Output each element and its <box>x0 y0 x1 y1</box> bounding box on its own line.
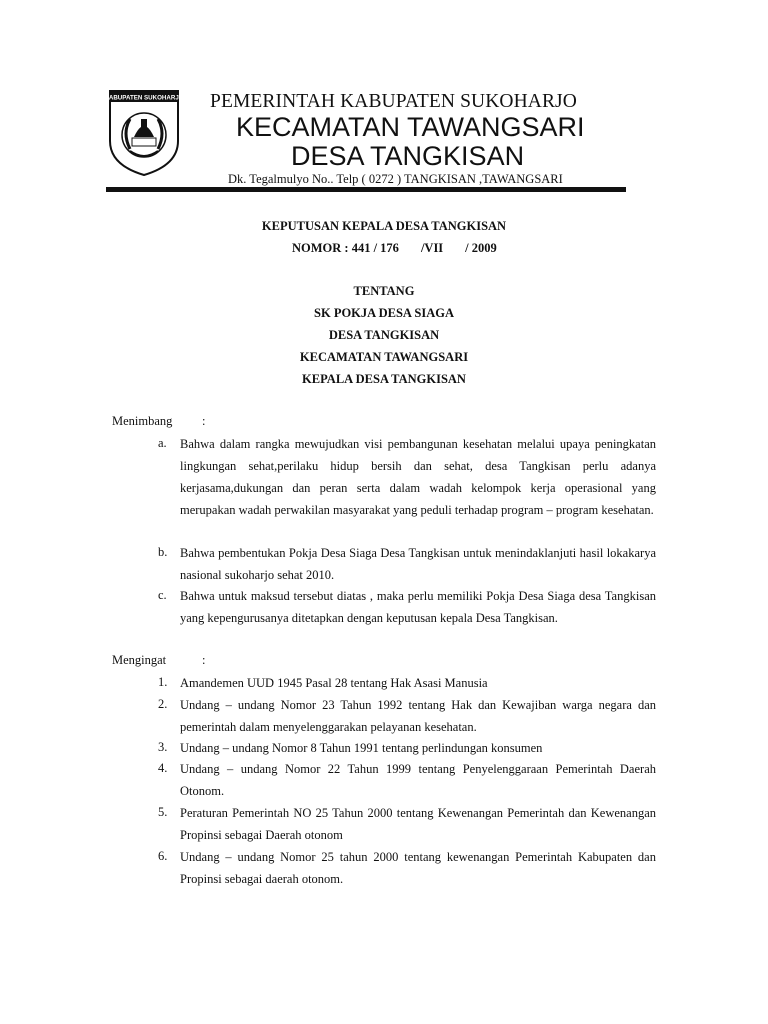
menimbang-label <box>112 414 206 429</box>
subject-line-3: KECAMATAN TAWANGSARI <box>299 350 469 364</box>
list-marker: 6. <box>158 849 168 863</box>
list-item-text: Bahwa pembentukan Pokja Desa Siaga Desa Tangkisan untuk menindaklanjuti hasil lokakarya nasional sukoharjo sehat 2010. <box>180 546 656 582</box>
decree-number-year: / 2009 <box>465 241 497 255</box>
subject-line-4: KEPALA DESA TANGKISAN <box>302 372 466 386</box>
list-item-text: Undang – undang Nomor 23 Tahun 1992 tentang Hak dan Kewajiban warga negara dan pemerintah dalam menyelenggarakan pelayanan kesehatan. <box>180 698 656 734</box>
government-name: PEMERINTAH KABUPATEN SUKOHARJO <box>210 91 577 112</box>
list-item-text: Bahwa untuk maksud tersebut diatas , maka perlu memiliki Pokja Desa Siaga desa Tangkisan yang kepengurusanya ditetapkan dengan keputusan kepala Desa Tangkisan. <box>180 589 656 625</box>
district-name: KECAMATAN TAWANGSARI <box>236 112 585 142</box>
village-name: DESA TANGKISAN <box>291 141 525 171</box>
menimbang-colon: : <box>202 414 206 428</box>
list-marker: 3. <box>158 740 168 754</box>
list-item-text: Bahwa dalam rangka mewujudkan visi pembangunan kesehatan melalui upaya peningkatan lingkungan sehat,perilaku hidup bersih dan sehat, desa Tangkisan perlu adanya kerjasama,dukungan dan peran serta dalam wadah kelompok kerja operasional yang merupakan wadah perwakilan masyarakat yang peduli terhadap program – program kesehatan. <box>180 437 656 517</box>
list-marker: 1. <box>158 675 168 689</box>
tentang-heading: TENTANG <box>353 284 415 298</box>
mengingat-label <box>112 653 206 668</box>
list-item-text: Undang – undang Nomor 8 Tahun 1991 tentang perlindungan konsumen <box>180 741 543 755</box>
mengingat-colon: : <box>202 653 206 667</box>
mengingat-label-text: Mengingat <box>112 653 167 667</box>
decree-heading: KEPUTUSAN KEPALA DESA TANGKISAN <box>261 219 507 233</box>
decree-number-month: /VII <box>420 241 444 255</box>
menimbang-label-text: Menimbang <box>112 414 173 428</box>
list-marker: a. <box>158 436 167 450</box>
list-item-text: Undang – undang Nomor 25 tahun 2000 tentang kewenangan Pemerintah Kabupaten dan Propinsi sebagai daerah otonom. <box>180 850 656 886</box>
subject-line-1: SK POKJA DESA SIAGA <box>314 306 454 320</box>
list-marker: b. <box>158 545 168 559</box>
header-rule <box>106 187 626 192</box>
list-marker: 4. <box>158 761 168 775</box>
list-marker: 5. <box>158 805 168 819</box>
list-marker: 2. <box>158 697 168 711</box>
list-item-text: Peraturan Pemerintah NO 25 Tahun 2000 tentang Kewenangan Pemerintah dan Kewenangan Propinsi sebagai Daerah otonom <box>180 806 656 842</box>
logo-text: KABUPATEN SUKOHARJO <box>108 94 180 102</box>
regency-logo <box>108 89 180 177</box>
list-item-text: Amandemen UUD 1945 Pasal 28 tentang Hak Asasi Manusia <box>180 676 488 690</box>
list-marker: c. <box>158 588 167 602</box>
address-line: Dk. Tegalmulyo No.. Telp ( 0272 ) TANGKISAN ,TAWANGSARI <box>228 172 563 186</box>
decree-number-prefix: NOMOR : 441 / 176 <box>292 241 399 255</box>
subject-line-2: DESA TANGKISAN <box>328 328 440 342</box>
list-item-text: Undang – undang Nomor 22 Tahun 1999 tentang Penyelenggaraan Pemerintah Daerah Otonom. <box>180 762 656 798</box>
decree-number <box>292 241 497 256</box>
